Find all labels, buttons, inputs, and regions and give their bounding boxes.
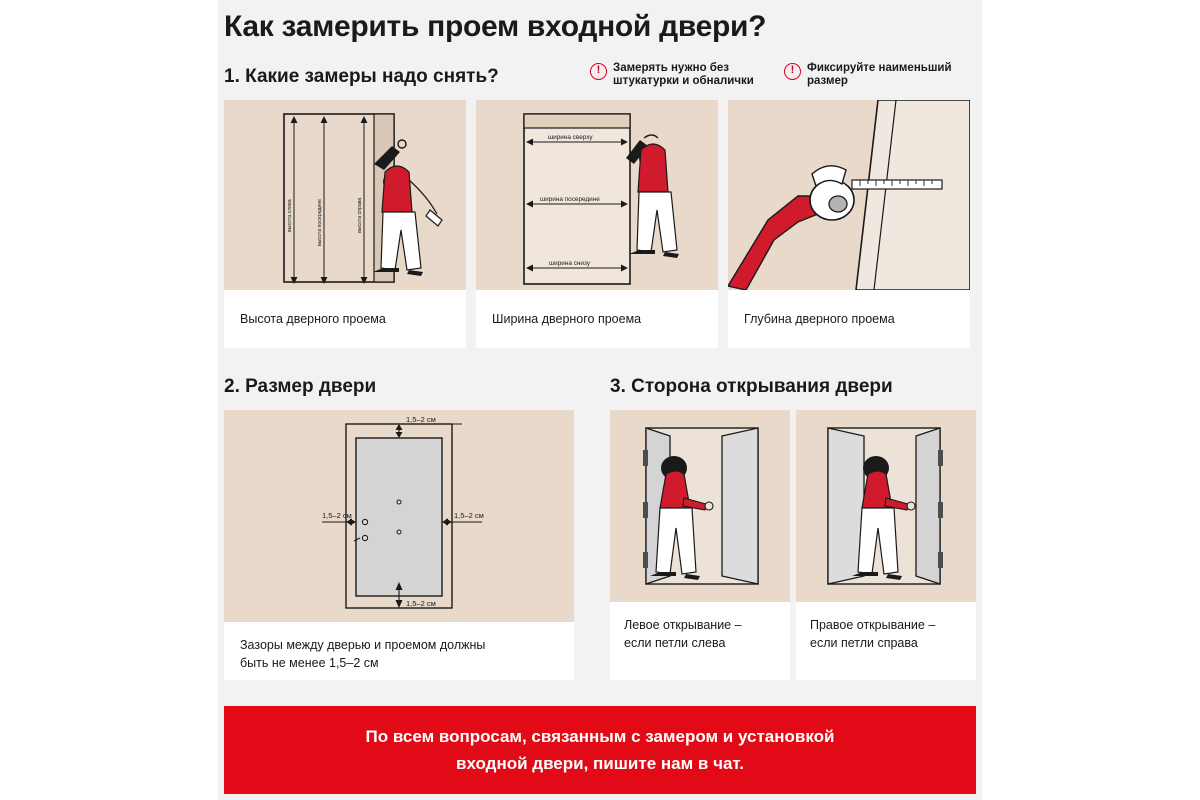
dim-label-gap-top: 1,5–2 см xyxy=(406,415,436,424)
dim-label-height-middle: высота посередине xyxy=(317,198,323,246)
footer-line-2: входной двери, пишите нам в чат. xyxy=(456,754,744,773)
caption-left-opening-line2: если петли слева xyxy=(624,636,726,650)
illustration-door-width xyxy=(476,100,718,290)
exclamation-circle-icon: ! xyxy=(784,63,801,80)
caption-door-gaps-line2: быть не менее 1,5–2 см xyxy=(240,656,379,670)
card-door-width xyxy=(476,100,718,348)
caption-door-gaps-line1: Зазоры между дверью и проемом должны xyxy=(240,638,486,652)
caption-door-width: Ширина дверного проема xyxy=(492,312,642,326)
illustration-right-opening xyxy=(796,410,976,602)
caption-left-opening-line1: Левое открывание – xyxy=(624,618,742,632)
card-left-opening xyxy=(610,410,790,680)
warning-note-plaster xyxy=(590,62,770,88)
dim-label-gap-bottom: 1,5–2 см xyxy=(406,599,436,608)
caption-right-opening-line2: если петли справа xyxy=(810,636,918,650)
dim-label-gap-right: 1,5–2 см xyxy=(454,511,484,520)
illustration-door-depth xyxy=(728,100,970,290)
illustration-door-height xyxy=(224,100,466,290)
dim-label-width-middle: ширина посередине xyxy=(540,196,600,203)
warning-note-plaster-text: Замерять нужно без штукатурки и обналички xyxy=(613,62,754,87)
illustration-left-opening xyxy=(610,410,790,602)
caption-door-height: Высота дверного проема xyxy=(240,312,386,326)
section-heading-opening-side: 3. Сторона открывания двери xyxy=(610,376,893,397)
illustration-door-gaps xyxy=(224,410,574,622)
dim-label-width-top: ширина сверху xyxy=(548,134,593,141)
section-heading-measurements: 1. Какие замеры надо снять? xyxy=(224,66,499,87)
exclamation-circle-icon: ! xyxy=(590,63,607,80)
card-right-opening xyxy=(796,410,976,680)
card-door-gaps xyxy=(224,410,574,680)
section-heading-door-size: 2. Размер двери xyxy=(224,376,377,397)
page-title: Как замерить проем входной двери? xyxy=(224,10,767,43)
caption-right-opening-line1: Правое открывание – xyxy=(810,618,936,632)
card-door-height xyxy=(224,100,466,348)
dim-label-width-bottom: ширина снизу xyxy=(549,260,591,267)
footer-line-1: По всем вопросам, связанным с замером и установкой xyxy=(365,727,835,746)
warning-note-smallest xyxy=(784,62,974,88)
infographic-page xyxy=(218,0,982,800)
card-door-depth xyxy=(728,100,970,348)
footer-banner xyxy=(224,706,976,794)
dim-label-gap-left: 1,5–2 см xyxy=(322,511,352,520)
caption-door-depth: Глубина дверного проема xyxy=(744,312,895,326)
warning-note-smallest-text: Фиксируйте наименьший размер xyxy=(807,62,952,87)
dim-label-height-left: высота слева xyxy=(287,199,293,232)
dim-label-height-right: высота справа xyxy=(357,197,363,233)
